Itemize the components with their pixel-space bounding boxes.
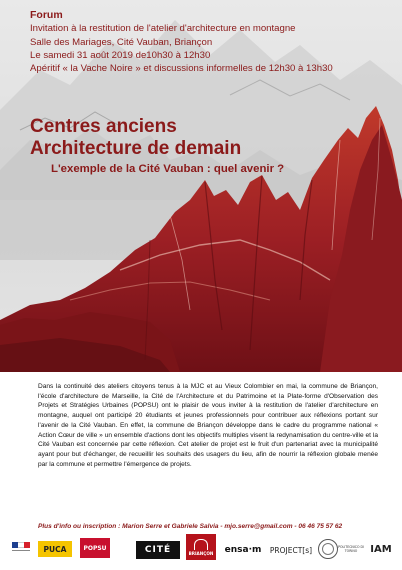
ensam-logo-text: ensa·m xyxy=(224,545,262,555)
puca-logo-text: PUCA xyxy=(43,544,67,554)
title-line-2: Architecture de demain xyxy=(30,138,242,159)
title-line-1: Centres anciens xyxy=(30,116,177,137)
puca-logo xyxy=(38,541,72,557)
date-line: Le samedi 31 août 2019 de10h30 à 12h30 xyxy=(30,49,211,61)
contact-line: Plus d'info ou inscription : Marion Serre et Gabriele Salvia - mjo.serre@gmail.com - 06 46 75 57 62 xyxy=(38,523,343,530)
politecnico-logo xyxy=(318,539,338,559)
cite-architecture-logo xyxy=(136,541,180,559)
cite-logo-text: CITÉ xyxy=(144,545,172,555)
event-info xyxy=(30,9,390,75)
politecnico-label xyxy=(338,540,364,558)
invitation-line: Invitation à la restitution de l'atelier d'architecture en montagne xyxy=(30,23,296,35)
popsu-logo-text: POPSU xyxy=(83,544,107,552)
briancon-logo-text: BRIANÇON xyxy=(188,550,214,556)
popsu-logo xyxy=(80,538,110,558)
forum-label: Forum xyxy=(30,9,63,21)
ensam-logo xyxy=(221,542,265,558)
aperitif-line: Apéritif « la Vache Noire » et discussions informelles de 12h30 à 13h30 xyxy=(30,63,333,75)
iam-logo xyxy=(366,540,396,558)
politecnico-seal-icon xyxy=(322,543,334,555)
venue-line: Salle des Mariages, Cité Vauban, Briançon xyxy=(30,36,213,48)
description-paragraph: Dans la continuité des ateliers citoyens tenus à la MJC et au Vieux Colombier en mai, la commune de Briançon, l'école d'architecture de Marseille, la Cité de l'Architecture et du Patrimoine et la Plate-forme d'Observation des Projets et Stratégies Urbaines (POPSU) ont le plaisir de vous inviter à la restitution de l'atelier d'architecture en montagne, auquel ont participé 20 étudiants et jeunes professionnels pour contribuer aux réflexions portant sur l'avenir de la Cité Vauban. En effet, la commune de Briançon développe dans le cadre du programme national « Action Cœur de ville » un ensemble d'actions dont les objectifs multiples visent la redynamisation du centre-ville et la Cité Vauban est concernée par cette réflexion. Cet atelier de projet est le fruit d'un partenariat avec la municipalité ayant pour but d'échanger, de recueillir les souhaits des usagers du lieu, afin de nourrir la réflexion globale menée par la commune et permettre l'émergence de projets. xyxy=(38,383,378,468)
briancon-logo xyxy=(186,534,216,560)
iam-logo-text: IAM xyxy=(370,543,392,555)
projects-logo-text: PROJECT[s] xyxy=(269,545,313,555)
poster-title xyxy=(30,116,390,160)
poster-subtitle: L'exemple de la Cité Vauban : quel avenir ? xyxy=(51,163,285,175)
politecnico-logo-text: POLITECNICO DI TORINO xyxy=(338,545,364,553)
projects-logo xyxy=(268,542,314,558)
republique-francaise-logo xyxy=(8,538,34,564)
briancon-emblem-icon xyxy=(194,539,208,550)
